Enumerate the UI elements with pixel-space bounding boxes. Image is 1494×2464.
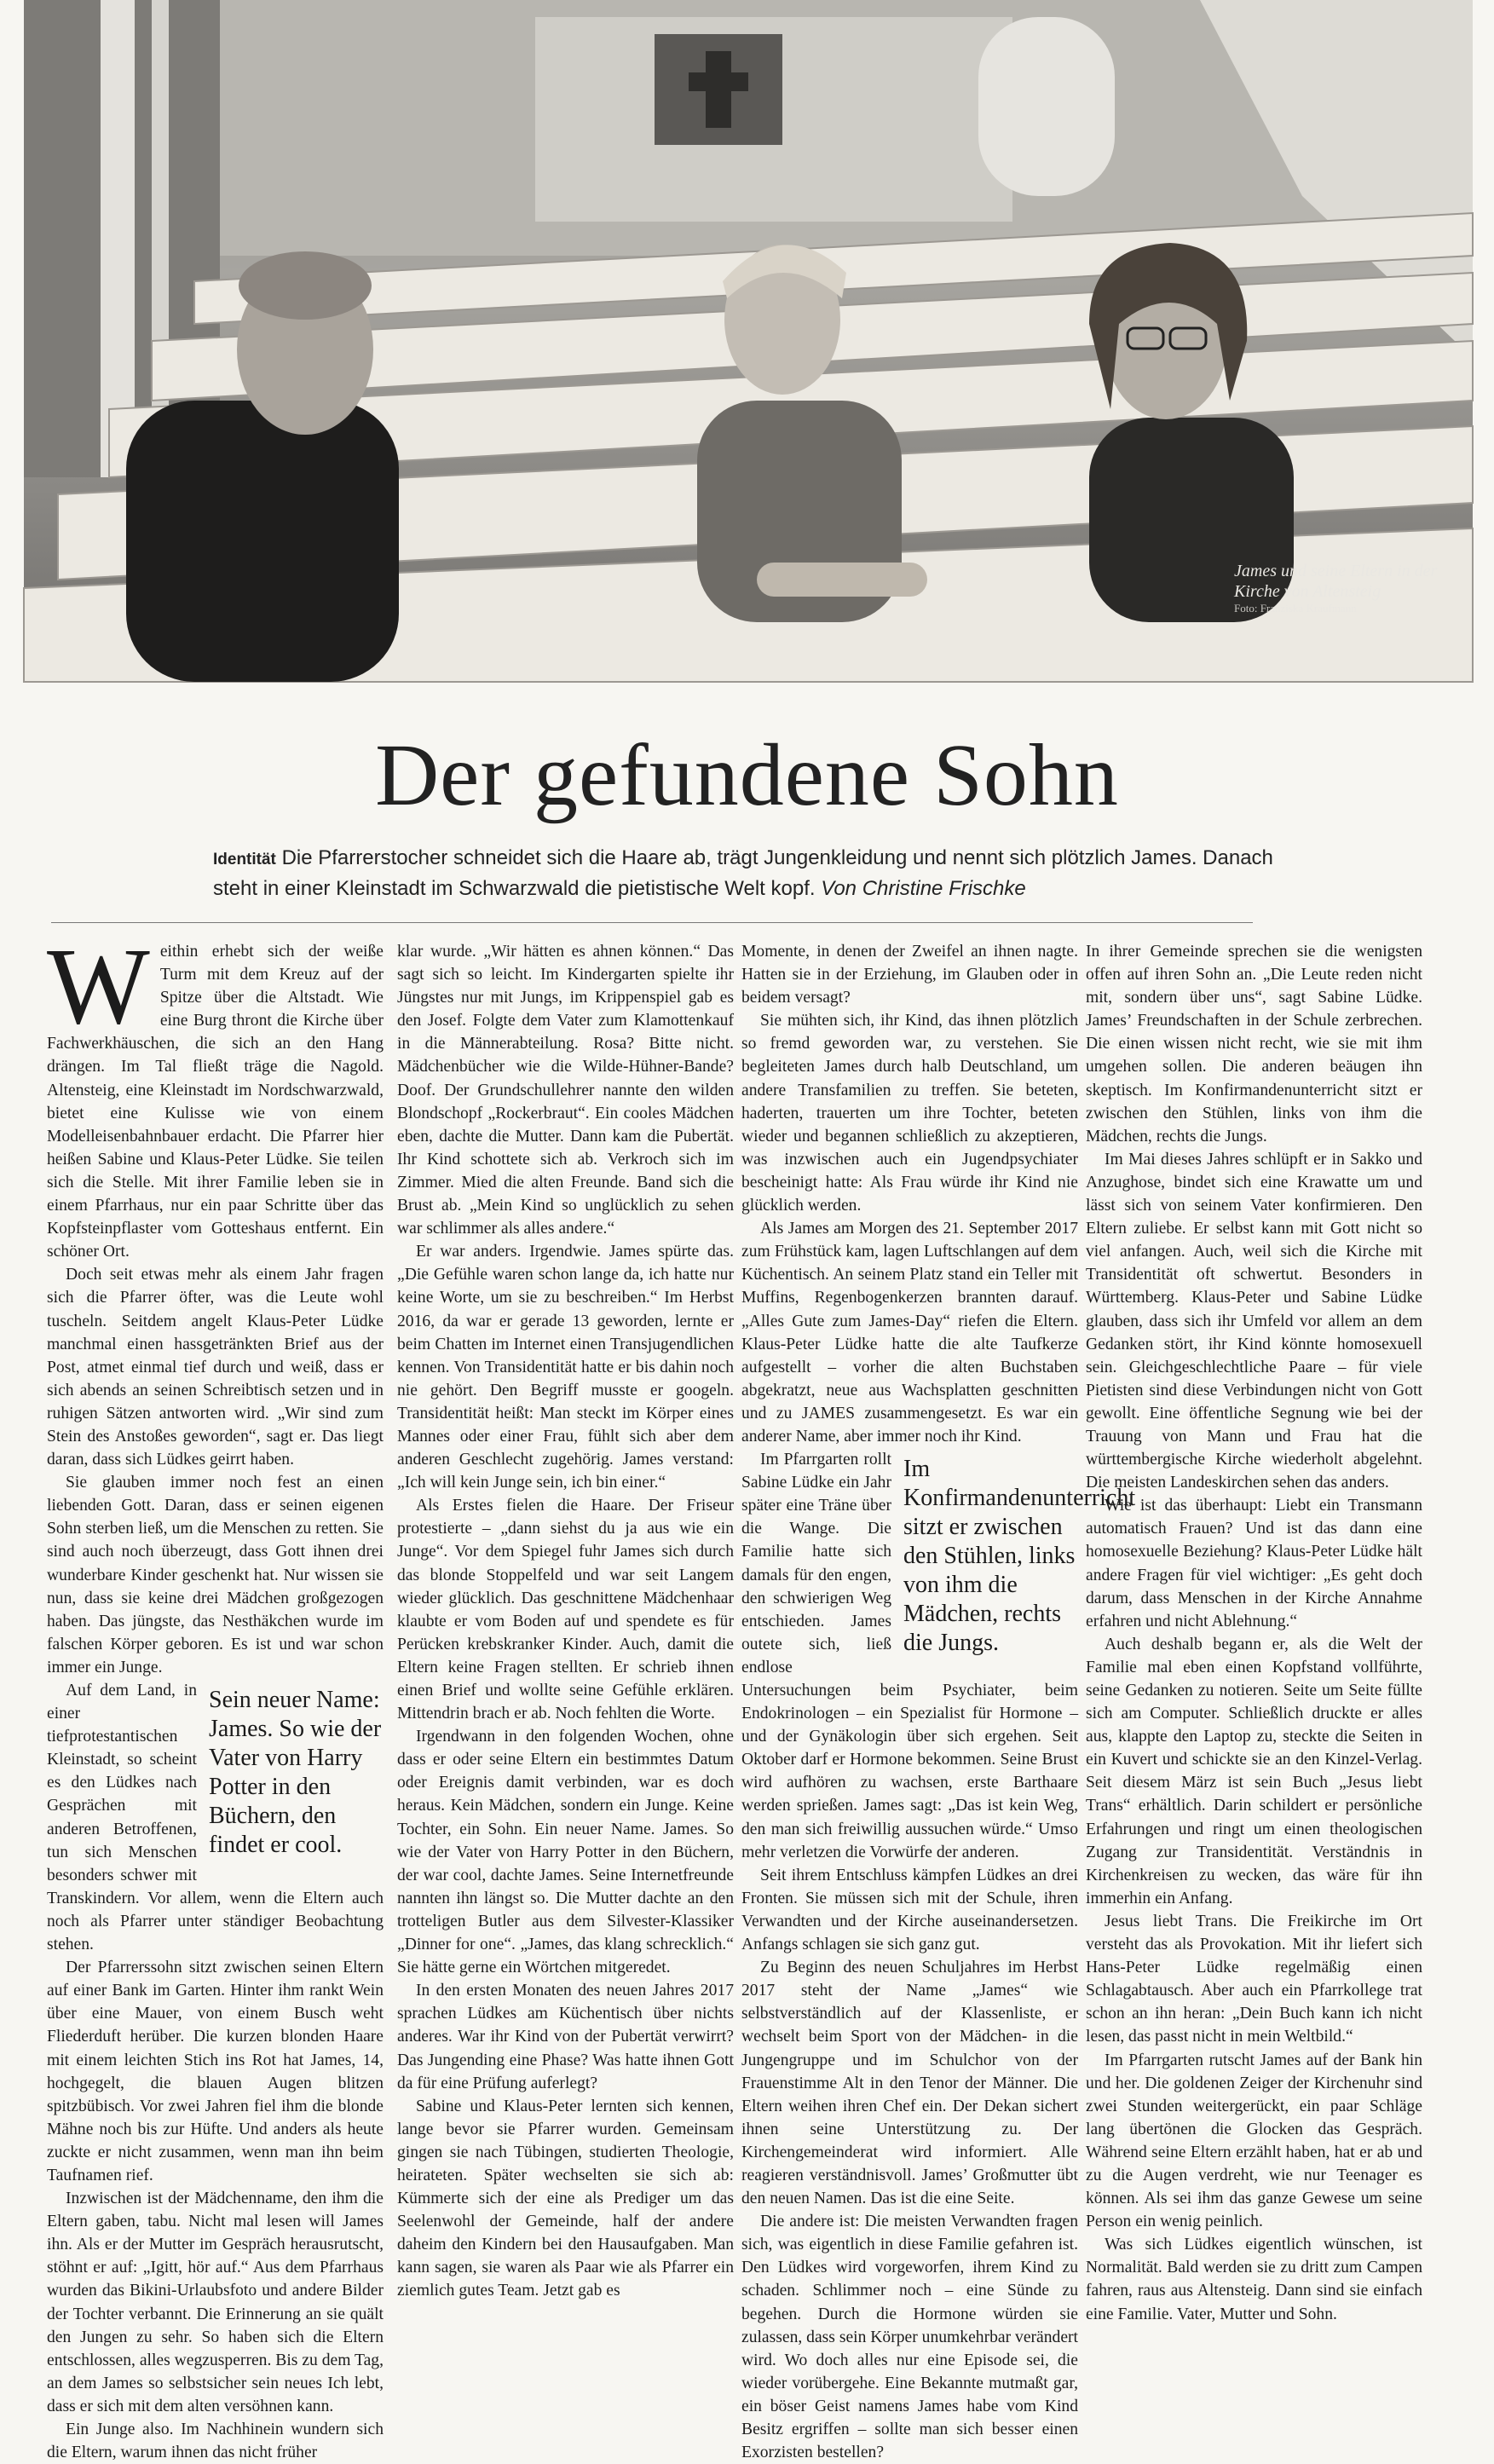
paragraph: Ein Junge also. Im Nachhinein wundern sich die Eltern, warum ihnen das nicht früher [47, 2421, 384, 2462]
paragraph: Im Pfarrgarten rollt Sabine Lüdke ein Jahr später eine Träne über die Wange. Die Familie hatte sich damals für den engen, den schwierigen Weg entschieden. James outete sich, ließ endlose Untersuchungen beim Psychiater, beim Endokrinologen – ein Spezialist für Hormone – und der Gynäkologin über sich ergehen. Seit Oktober darf er Hormone bekommen. Seine Brust wird aufhören zu wachsen, erste Barthaare werden sprießen. James sagt: „Das ist kein Weg, den man sich freiwillig aussuchen würde.“ Umso mehr verletzen die Vorwürfe der anderen. [741, 1451, 1078, 1861]
paragraph: Was sich Lüdkes eigentlich wünschen, ist Normalität. Bald werden sie zu dritt zum Campen fahren, raus aus Altensteig. Dann sind sie einfach eine Familie. Vater, Mutter und Sohn. [1086, 2236, 1422, 2323]
photo-caption: James und seine Eltern in der Kirche von Altensteig [1234, 562, 1438, 601]
dek [213, 844, 1295, 903]
paragraph: Im Mai dieses Jahres schlüpft er in Sakko und Anzughose, bindet sich eine Krawatte um und lässt sich von seinem Vater konfirmieren. Den Eltern zuliebe. Er selbst kann mit Gott nicht so viel anfangen. Auch, weil sich die Kirche mit Transidentität oft schwertut. Besonders in Württemberg. Klaus-Peter und Sabine Lüdke glauben, dass sich ihr Umfeld vor allem an dem Gedanken stört, ihr Kind könnte homosexuell sein. Gleichgeschlechtliche Paare – für viele Pietisten sind diese Verbindungen nicht von Gott gewollt. Eine öffentliche Segnung wie bei der Trauung von Mann und Frau hat die württembergische Kirche wiederholt abgelehnt. Die meisten Landeskirchen sehen das anders. [1086, 1150, 1422, 1492]
article-column-3 [741, 940, 1136, 2462]
pull-quote: Sein neuer Name: James. So wie der Vater von Harry Potter in den Büchern, den findet er cool. [209, 1687, 382, 1858]
divider [51, 922, 1253, 923]
paragraph: Als Erstes fielen die Haare. Der Friseur protestierte – „dann siehst du ja aus wie ein Junge“. Vor dem Spiegel fuhr James sich durch das blonde Stoppelfeld und war seit Langem wieder glücklich. Das geschnittene Mädchenhaar klaubte er vom Boden auf und spendete es für Perücken krebskranker Kinder. Auch, damit die Eltern keine Fragen stellten. Er schrieb ihnen einen Brief und wollte seine Gefühle erklären. Mittendrin brach er ab. Noch fehlten die Worte. [397, 1497, 734, 1723]
paragraph: Die andere ist: Die meisten Verwandten fragen sich, was eigentlich in diese Familie gefahren ist. Den Lüdkes wird vorgeworfen, ihrem Kind zu schaden. Schlimmer noch – eine Sünde zu begehen. Durch die Hormone würden sie zulassen, dass sein Körper unumkehrbar verändert wird. Wo doch alles nur eine Episode sei, die wieder vorübergehe. Eine Bekannte mutmaßt gar, ein böser Geist namens James habe vom Kind Besitz ergriffen – sollte man sich besser einen Exorzisten bestellen? [741, 2213, 1079, 2462]
kicker: Identität [213, 851, 276, 868]
paragraph: Auf dem Land, in einer tiefprotestantischen Kleinstadt, so scheint es den Lüdkes nach Gesprächen mit anderen Betroffenen, tun sich Menschen besonders schwer mit Transkindern. Vor allem, wenn die Eltern auch noch als Pfarrer unter ständiger Beobachtung stehen. [47, 1682, 384, 1954]
headline: Der gefundene Sohn [375, 726, 1119, 824]
paragraph: Wie ist das überhaupt: Liebt ein Transmann automatisch Frauen? Und ist das dann eine homosexuelle Beziehung? Klaus-Peter Lüdke hält andere Fragen für viel wichtiger: „Es geht doch darum, dass Menschen in der Kirche Annahme erfahren und nicht Ablehnung.“ [1086, 1497, 1422, 1630]
paragraph: Auch deshalb begann er, als die Welt der Familie mal eben einen Kopfstand vollführte, seine Gedanken zu notieren. Seite um Seite füllte sich am Computer. Schließlich druckte er alles aus, klappte den Laptop zu, steckte die Seiten in ein Kuvert und schickte sie an den Kinzel-Verlag. Seit diesem März ist sein Buch „Jesus liebt Trans“ erhältlich. Darin schildert er persönliche Erfahrungen und ringt um einen theologischen Zugang zur Transidentität. Verständnis in Kirchenkreisen zu wecken, das wäre für ihn immerhin ein Anfang. [1086, 1635, 1422, 1907]
paragraph: Weithin erhebt sich der weiße Turm mit dem Kreuz auf der Spitze über die Altstadt. Wie eine Burg thront die Kirche über Fachwerkhäuschen, die sich an den Hang drängen. Im Tal fließt träge die Nagold. Altensteig, eine Kleinstadt im Nordschwarzwald, bietet eine Kulisse wie von einem Modelleisenbahnbauer erdacht. Die Pfarrer hier heißen Sabine und Klaus-Peter Lüdke. Sie teilen sich die Stelle. Mit ihrer Familie leben sie in einem Pfarrhaus, nur ein paar Schritte über das Kopfsteinpflaster vom Gotteshaus entfernt. Ein schöner Ort. [47, 926, 384, 1261]
son-figure [697, 245, 927, 622]
paragraph: Der Pfarrerssohn sitzt zwischen seinen Eltern auf einer Bank im Garten. Hinter ihm rankt Wein über eine Mauer, von einem Busch weht Fliederduft herüber. Die kurzen blonden Haare mit einem leichten Stich ins Rot hat James, 14, hochgegelt, die blauen Augen blitzen spitzbübisch. Vor zwei Jahren fiel ihm die blonde Mähne noch bis zur Hüfte. Und anders als heute zuckte er nicht zusammen, wenn man ihn beim Taufnamen rief. [47, 1959, 384, 2184]
paragraph: Irgendwann in den folgenden Wochen, ohne dass er oder seine Eltern ein bestimmtes Datum oder Ereignis damit verbinden, war es doch heraus. Kein Mädchen, sondern ein Junge. Keine Tochter, ein Sohn. Ein neuer Name. James. So wie der Vater von Harry Potter in den Büchern, der war cool, dachte James. Seine Internetfreunde nannten ihn längst so. Die Mutter dachte an den trotteligen Butler aus dem Silvester-Klassiker „Dinner for one“. „James, das klang schrecklich.“ Sie hätte gerne ein Wörtchen mitgeredet. [397, 1728, 734, 1977]
paragraph: Sie mühten sich, ihr Kind, das ihnen plötzlich so fremd geworden war, zu verstehen. Sie begleiteten James durch halb Deutschland, um andere Transfamilien zu treffen. Sie beteten, haderten, trauerten um ihre Tochter, beteten wieder und begannen schließlich zu akzeptieren, was inzwischen auch ein Jugendpsychiater bescheinigt hatte: Als Frau würde ihr Kind nie glücklich werden. [741, 1012, 1078, 1215]
church-photo [24, 0, 1473, 682]
paragraph: Doch seit etwas mehr als einem Jahr fragen sich die Pfarrer öfter, was die Leute wohl tuscheln. Seitdem angelt Klaus-Peter Lüdke manchmal einen hassgetränkten Brief aus der Post, atmet einmal tief durch und weiß, dass er sich abends an seinen Schreibtisch setzen und in ruhigen Sätzen antworten wird. „Wir sind zum Stein des Anstoßes geworden“, sagt er. Das liegt daran, dass sich Lüdkes geirrt haben. [47, 1266, 384, 1469]
article-column-1 [47, 926, 384, 2462]
paragraph: In ihrer Gemeinde sprechen sie die wenigsten offen auf ihren Sohn an. „Die Leute reden nicht mit, sondern über uns“, sagt Sabine Lüdke. James’ Freundschaften in der Schule zerbrechen. Die einen wissen nicht recht, wie sie mit ihm umgehen sollen. Die anderen beäugen ihn skeptisch. Im Konfirmandenunterricht sitzt er zwischen den Stühlen, links von ihm die Mädchen, rechts die Jungs. [1086, 943, 1422, 1145]
drop-cap: W [47, 926, 150, 1047]
paragraph: Er war anders. Irgendwie. James spürte das. „Die Gefühle waren schon lange da, ich hatte nur keine Worte, um sie zu beschreiben.“ Im Herbst 2016, da war er gerade 13 geworden, lernte er beim Chatten im Internet einen Transjugendlichen kennen. Von Transidentität hatte er bis dahin noch nie gehört. Den Begriff musste er googeln. Transidentität heißt: Man steckt im Körper eines Mannes oder einer Frau, fühlt sich aber dem anderen Geschlecht zugehörig. James verstand: „Ich will kein Junge sein, ich bin einer.“ [397, 1243, 734, 1492]
paragraph: In den ersten Monaten des neuen Jahres 2017 sprachen Lüdkes am Küchentisch über nichts anderes. War ihr Kind von der Pubertät verwirrt? Das Jungending eine Phase? Was hatte ihnen Gott da für eine Prüfung auferlegt? [397, 1982, 734, 2092]
dek-text: Die Pfarrerstocher schneidet sich die Haare ab, trägt Jungenkleidung und nennt sich plötzlich James. Danach steht in einer Kleinstadt im Schwarzwald die pietistische Welt kopf. [213, 846, 1273, 900]
paragraph: Sabine und Klaus-Peter lernten sich kennen, lange bevor sie Pfarrer wurden. Gemeinsam gingen sie nach Tübingen, studierten Theologie, heirateten. Später wechselten sie sich ab: Kümmerte sich der eine als Prediger um das Seelenwohl der Gemeinde, half der andere daheim den Kindern bei den Hausaufgaben. Man kann sagen, sie waren als Paar wie als Pfarrer ein ziemlich gutes Team. Jetzt gab es [397, 2097, 734, 2300]
paragraph: klar wurde. „Wir hätten es ahnen können.“ Das sagt sich so leicht. Im Kindergarten spielte ihr Jüngstes nur mit Jungs, im Krippenspiel gab es den Josef. Folgte dem Vater zum Klamottenkauf in die Männerabteilung. Rosa? Bitte nicht. Mädchenbücher wie die Wilde-Hühner-Bande? Doof. Der Grundschullehrer nannte den wilden Blondschopf „Rockerbraut“. Ein cooles Mädchen eben, dachte die Mutter. Dann kam die Pubertät. Ihr Kind schottete sich ab. Verkroch sich im Zimmer. Mied die alten Freunde. Band sich die Brust ab. „Mein Kind so unglücklich zu sehen war schlimmer als alles andere.“ [397, 943, 734, 1238]
paragraph: Als James am Morgen des 21. September 2017 zum Frühstück kam, lagen Luftschlangen auf dem Küchentisch. An seinem Platz stand ein Teller mit Muffins, Regenbogenkerzen brannten darauf. „Alles Gute zum James-Day“ riefen die Eltern. Klaus-Peter Lüdke hatte die alte Taufkerze aufgestellt – vorher die alten Buchstaben abgekratzt, neue aus Wachsplatten geschnitten und zu JAMES zusammengesetzt. Es war ein anderer Name, aber immer noch ihr Kind. [741, 1220, 1078, 1446]
paragraph: Inzwischen ist der Mädchenname, den ihm die Eltern gaben, tabu. Nicht mal lesen will James ihn. Als er der Mutter im Gespräch herausrutscht, stöhnt er auf: „Igitt, hör auf.“ Aus dem Pfarrhaus wurden das Bikini-Urlaubsfoto und andere Bilder der Tochter verbannt. Die Erinnerung an sie quält den Jungen zu sehr. So haben sich die Eltern entschlossen, alles wegzusperren. Bis zu dem Tag, an dem James so selbstsicher sein neues Ich lebt, dass er sich mit dem alten versöhnen kann. [47, 2190, 384, 2415]
paragraph: Seit ihrem Entschluss kämpfen Lüdkes an drei Fronten. Sie müssen sich mit der Schule, ihren Verwandten und der Kirche auseinandersetzen. Anfangs schlagen sie sich ganz gut. [741, 1866, 1078, 1954]
paragraph: Zu Beginn des neuen Schuljahres im Herbst 2017 steht der Name „James“ wie selbstverständlich auf der Klassenliste, er wechselt beim Sport von der Mädchen- in die Jungengruppe und im Schulchor von der Frauenstimme Alt in den Tenor der Männer. Die Eltern weihen ihren Chef ein. Der Dekan sichert ihnen seine Unterstützung zu. Der Kirchengemeinderat wird informiert. Alle reagieren verständnisvoll. James’ Großmutter übt den neuen Namen. Das ist die eine Seite. [741, 1959, 1078, 2208]
pull-quote: Im Konfirmandenunterricht sitzt er zwischen den Stühlen, links von ihm die Mädchen, rechts die Jungs. [903, 1456, 1136, 1657]
paragraph: Sie glauben immer noch fest an einen liebenden Gott. Daran, dass er seinen eigenen Sohn sterben ließ, um die Menschen zu retten. Sie sind auch noch überzeugt, dass Gott ihnen drei wunderbare Kinder geschenkt hat. Nur wissen sie nun, dass sie keine drei Mädchen großgezogen haben. Das jüngste, das Nesthäkchen wurde im falschen Körper geboren. Es ist und war schon immer ein Junge. [47, 1474, 384, 1676]
paragraph: Momente, in denen der Zweifel an ihnen nagte. Hatten sie in der Erziehung, im Glauben oder in beidem versagt? [741, 943, 1078, 1007]
paragraph: Im Pfarrgarten rutscht James auf der Bank hin und her. Die goldenen Zeiger der Kirchenuhr sind zwei Stunden weitergerückt, ein paar Schläge lang übertönen die Glocken das Gespräch. Während seine Eltern erzählt haben, hat er ab und zu die Augen verdreht, wie nur Teenager es können. Als sei ihm das ganze Gewese um seine Person ein wenig peinlich. [1086, 2051, 1422, 2231]
paragraph: Jesus liebt Trans. Die Freikirche im Ort versteht das als Provokation. Mit ihr liefert sich Hans-Peter Lüdke regelmäßig einen Schlagabtausch. Aber auch ein Pfarrkollege trat schon an ihn heran: „Dein Buch kann ich nicht lesen, das passt nicht in mein Weltbild.“ [1086, 1912, 1422, 2046]
article-column-4 [1086, 940, 1422, 2323]
photo-credit: Foto: Franziska Kraufmann [1234, 602, 1357, 615]
article-column-2 [397, 940, 734, 2300]
byline: Von Christine Frischke [821, 877, 1026, 900]
